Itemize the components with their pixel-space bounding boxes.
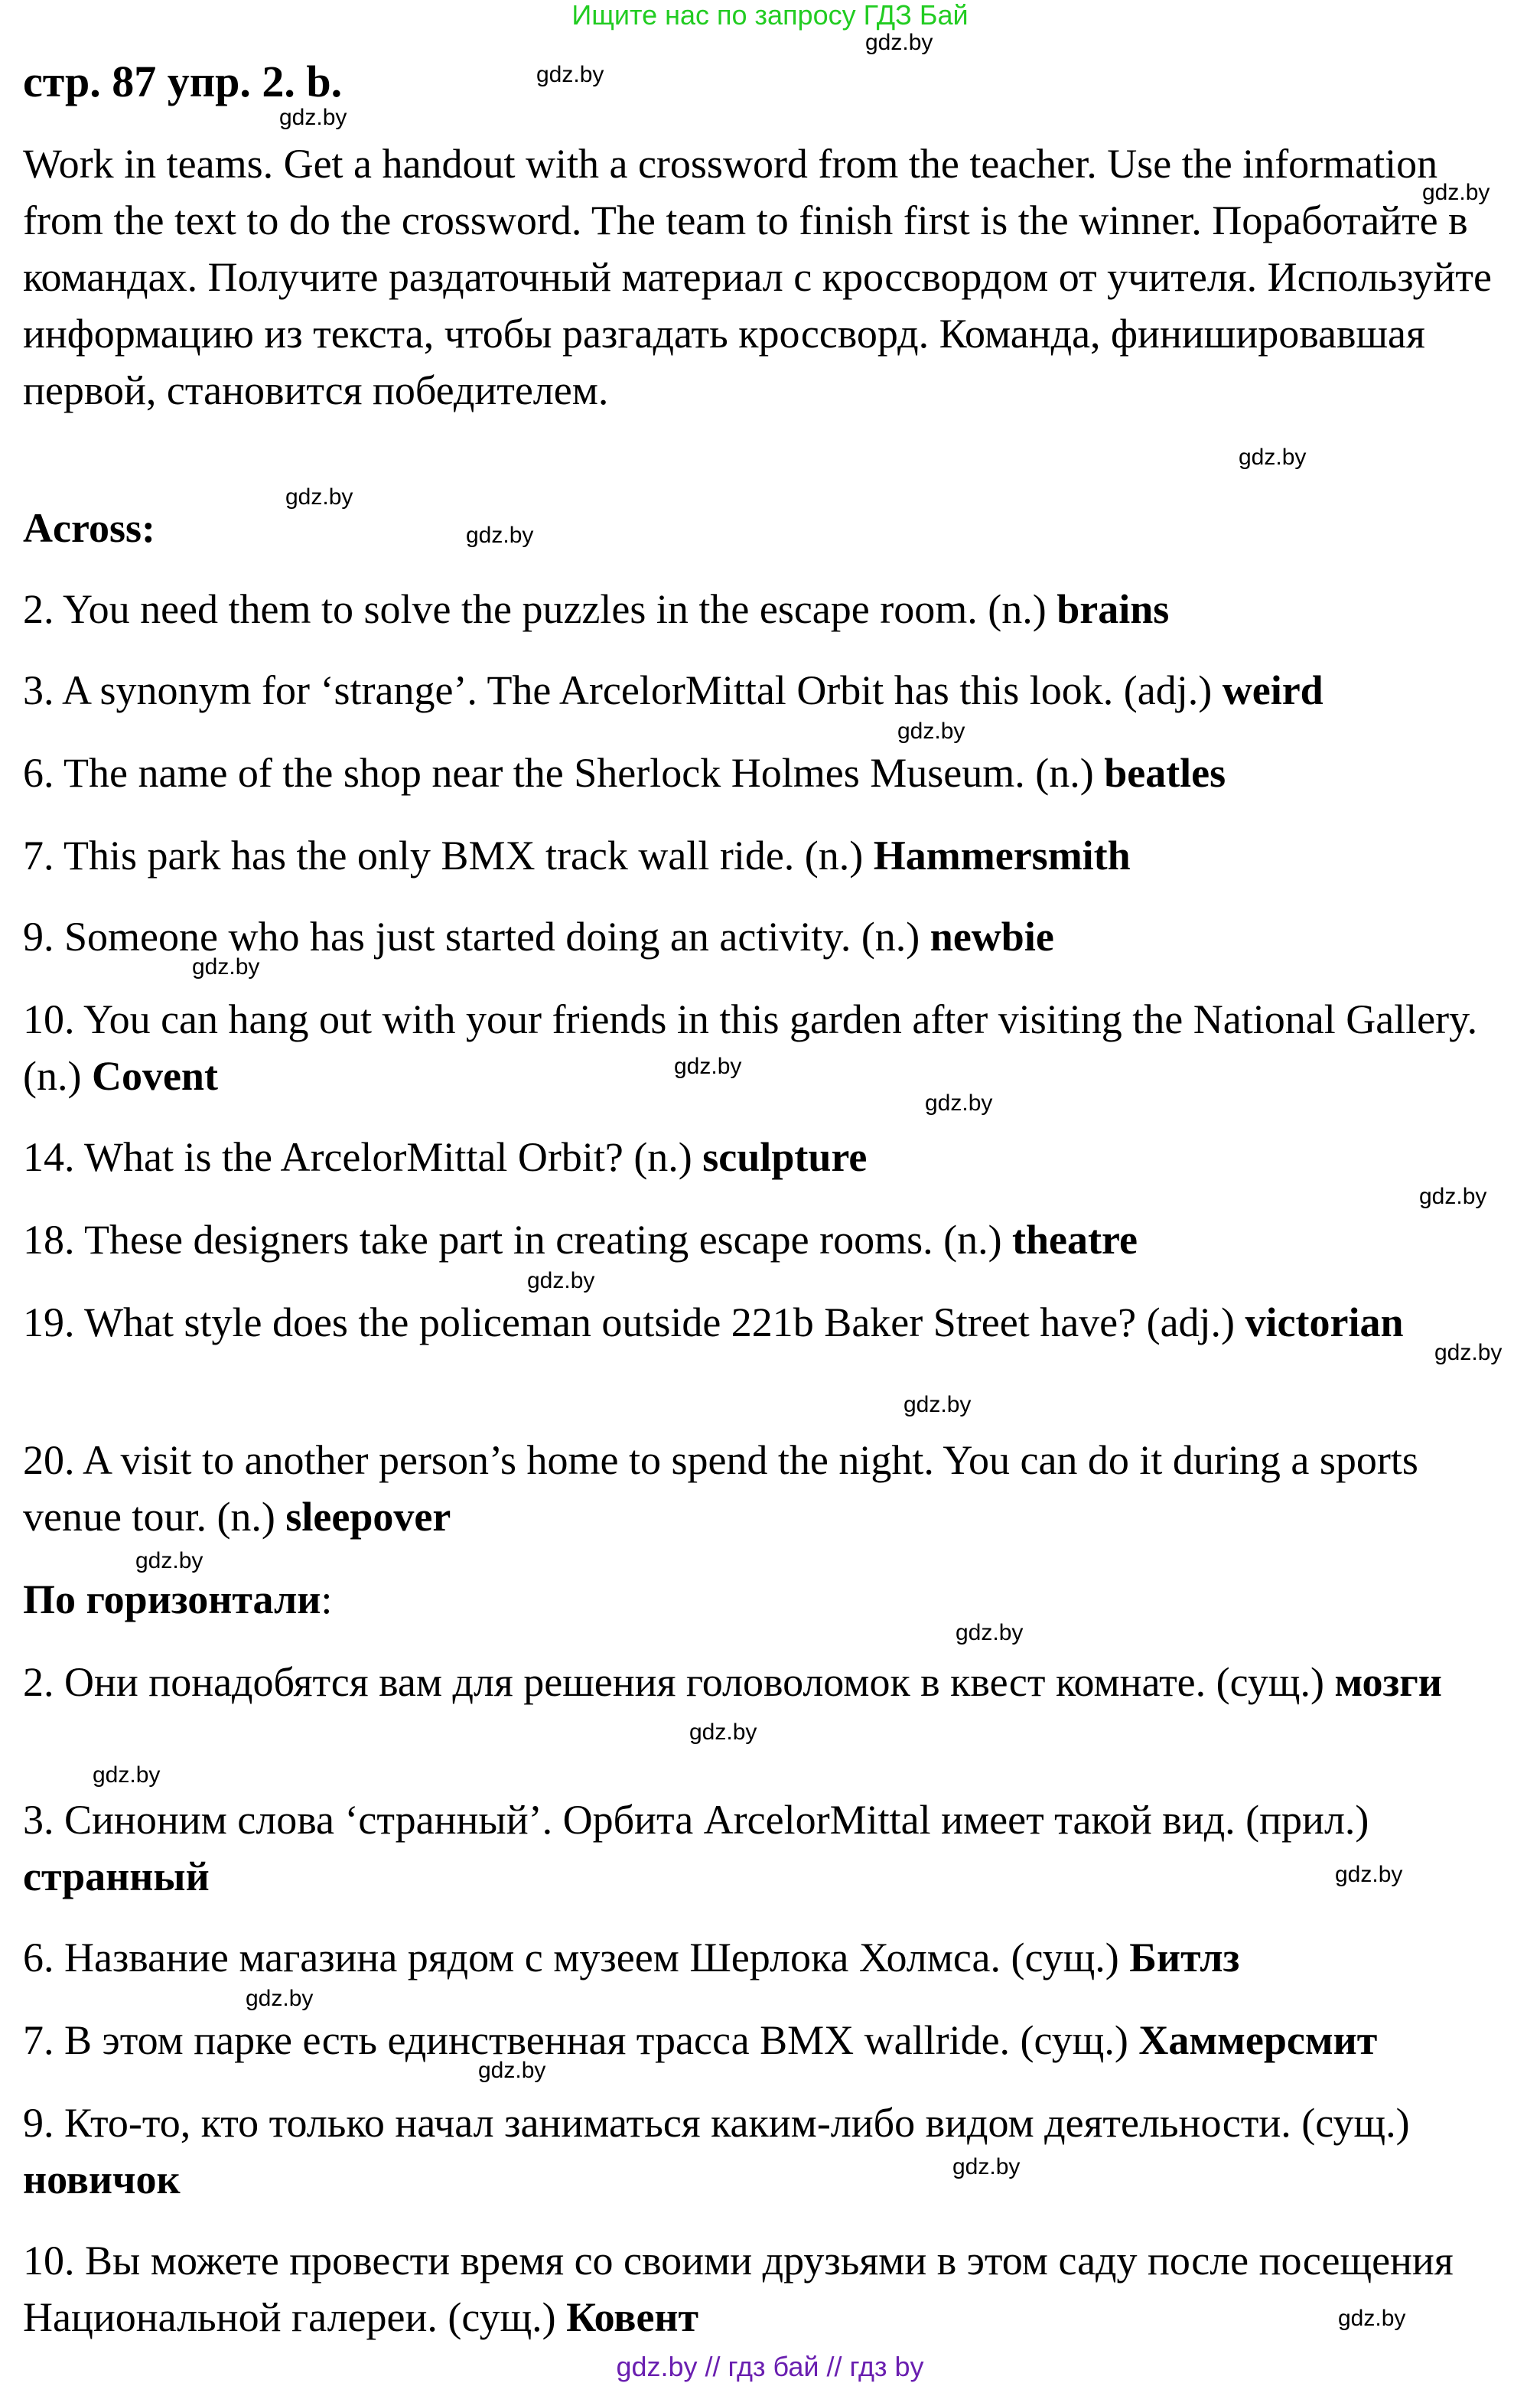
clue-ru-2: 2. Они понадобятся вам для решения головоломок в квест комнате. (сущ.) мозги	[23, 1659, 1442, 1705]
clue-ru-3: 3. Синоним слова ‘странный’. Орбита ArcelorMittal имеет такой вид. (прил.) странный	[23, 1797, 1369, 1899]
watermark: gdz.by	[192, 954, 260, 980]
clue-across-19: 19. What style does the policeman outside 221b Baker Street have? (adj.) victorian	[23, 1299, 1404, 1345]
watermark: gdz.by	[689, 1720, 757, 1745]
watermark: gdz.by	[897, 719, 965, 744]
watermark: gdz.by	[1419, 1184, 1487, 1209]
watermark: gdz.by	[952, 2154, 1021, 2179]
watermark: gdz.by	[1335, 1862, 1403, 1887]
search-banner: Ищите нас по запросу ГДЗ Бай	[571, 0, 969, 31]
clue-across-2: 2. You need them to solve the puzzles in the escape room. (n.) brains	[23, 586, 1170, 632]
watermark: gdz.by	[1239, 445, 1307, 470]
clue-across-7: 7. This park has the only BMX track wall ride. (n.) Hammersmith	[23, 833, 1131, 879]
watermark: gdz.by	[478, 2058, 546, 2083]
clue-across-20: 20. A visit to another person’s home to spend the night. You can do it during a sports venue tour. (n.) sleepover	[23, 1437, 1418, 1540]
watermark: gdz.by	[903, 1392, 972, 1417]
clue-ru-10: 10. Вы можете провести время со своими друзьями в этом саду после посещения Национальной галереи. (сущ.) Ковент	[23, 2238, 1454, 2340]
clue-ru-6: 6. Название магазина рядом с музеем Шерлока Холмса. (сущ.) Битлз	[23, 1935, 1240, 1980]
watermark: gdz.by	[279, 105, 347, 130]
watermark: gdz.by	[285, 484, 353, 510]
watermark: gdz.by	[246, 1986, 314, 2011]
clue-ru-7: 7. В этом парке есть единственная трасса BMX wallride. (сущ.) Хаммерсмит	[23, 2017, 1378, 2063]
task-instructions: Work in teams. Get a handout with a crossword from the teacher. Use the information from the text to do the crossword. The team to finish first is the winner. Поработайте в командах. Получите раздаточный материал с кроссвордом от учителя. Используйте информацию из текста, чтобы разгадать кроссворд. Команда, финишировавшая первой, становится победителем.	[23, 141, 1492, 413]
watermark: gdz.by	[536, 62, 604, 87]
page-title: стр. 87 упр. 2. b.	[23, 57, 343, 106]
clue-across-14: 14. What is the ArcelorMittal Orbit? (n.) sculpture	[23, 1134, 868, 1180]
watermark: gdz.by	[1434, 1340, 1503, 1365]
clue-across-18: 18. These designers take part in creating escape rooms. (n.) theatre	[23, 1217, 1138, 1263]
footer-links[interactable]: gdz.by // гдз бай // гдз by	[616, 2351, 924, 2382]
clue-ru-9: 9. Кто-то, кто только начал заниматься каким-либо видом деятельности. (сущ.) новичок	[23, 2100, 1410, 2202]
watermark: gdz.by	[466, 523, 534, 548]
clue-across-6: 6. The name of the shop near the Sherlock Holmes Museum. (n.) beatles	[23, 750, 1226, 796]
watermark: gdz.by	[135, 1548, 203, 1573]
watermark: gdz.by	[674, 1054, 742, 1079]
clue-across-10: 10. You can hang out with your friends in this garden after visiting the National Gallery. (n.) Covent	[23, 996, 1478, 1099]
russian-heading: По горизонтали:	[23, 1576, 333, 1622]
across-heading: Across:	[23, 505, 155, 551]
watermark: gdz.by	[865, 30, 933, 55]
clue-across-3: 3. A synonym for ‘strange’. The ArcelorMittal Orbit has this look. (adj.) weird	[23, 667, 1323, 713]
watermark: gdz.by	[93, 1762, 161, 1788]
clue-across-9: 9. Someone who has just started doing an activity. (n.) newbie	[23, 914, 1054, 960]
watermark: gdz.by	[1422, 180, 1490, 205]
watermark: gdz.by	[1338, 2306, 1406, 2331]
watermark: gdz.by	[956, 1620, 1024, 1645]
watermark: gdz.by	[925, 1090, 993, 1116]
watermark: gdz.by	[527, 1268, 595, 1293]
